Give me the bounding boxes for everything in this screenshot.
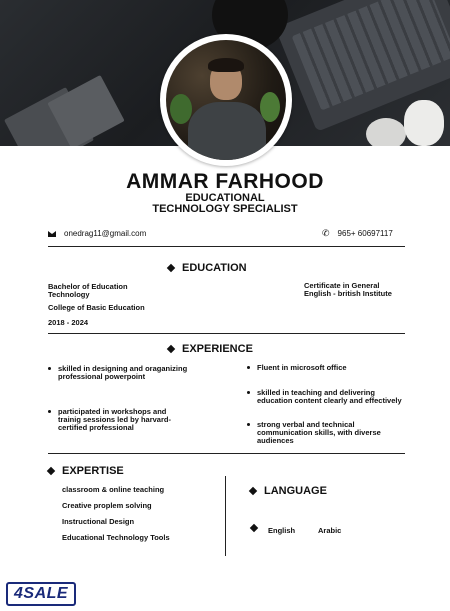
list-item: skilled in teaching and delivering education content clearly and effectively [247, 389, 407, 405]
language-item: English [268, 526, 296, 535]
language-heading: LANGUAGE [250, 485, 327, 497]
education-degree: Bachelor of Education Technology [48, 282, 128, 299]
expertise-item: Educational Technology Tools [62, 533, 170, 542]
experience-list-left-2 [48, 408, 190, 432]
column-divider [225, 476, 226, 556]
diamond-icon [167, 264, 175, 272]
profile-photo [160, 34, 292, 166]
expertise-item: classroom & online teaching [62, 485, 165, 494]
experience-list-left [48, 365, 190, 381]
diamond-icon [249, 487, 257, 495]
expertise-item: Creative proplem solving [62, 501, 152, 510]
list-item: Fluent in microsoft office [247, 364, 407, 372]
mail-icon [48, 231, 56, 237]
education-certificate: Certificate in General English - british Institute [304, 281, 392, 298]
divider [48, 453, 405, 454]
diamond-icon [47, 467, 55, 475]
job-title: EDUCATIONAL TECHNOLOGY SPECIALIST [152, 192, 298, 215]
email-text: onedrag11@gmail.com [64, 229, 147, 238]
phone-icon: ✆ [322, 228, 330, 238]
divider [48, 246, 405, 247]
divider [48, 333, 405, 334]
cup-decoration [404, 100, 444, 146]
education-heading: EDUCATION [168, 262, 247, 274]
list-item: skilled in designing and oraganizing professional powerpoint [48, 365, 190, 381]
education-years: 2018 - 2024 [48, 318, 89, 327]
language-item: Arabic [318, 526, 342, 535]
phone-text: 965+ 60697117 [337, 229, 393, 238]
list-item: strong verbal and technical communication skills, with diverse audiences [247, 421, 407, 445]
contact-email[interactable] [48, 229, 146, 238]
cup-decoration [366, 118, 406, 146]
experience-list-right-3 [247, 421, 407, 445]
education-school: College of Basic Education [48, 303, 145, 312]
expertise-item: Instructional Design [62, 517, 135, 526]
list-item: participated in workshops and trainig sessions led by harvard-certified professional [48, 408, 190, 432]
expertise-heading: EXPERTISE [48, 465, 124, 477]
experience-list-right-2 [247, 389, 407, 405]
experience-heading: EXPERIENCE [168, 343, 253, 355]
diamond-icon [250, 524, 258, 532]
diamond-icon [167, 345, 175, 353]
watermark-logo: 4SALE [6, 582, 76, 606]
person-name: AMMAR FARHOOD [126, 170, 324, 193]
experience-list-right [247, 364, 407, 372]
contact-phone[interactable] [322, 229, 393, 238]
